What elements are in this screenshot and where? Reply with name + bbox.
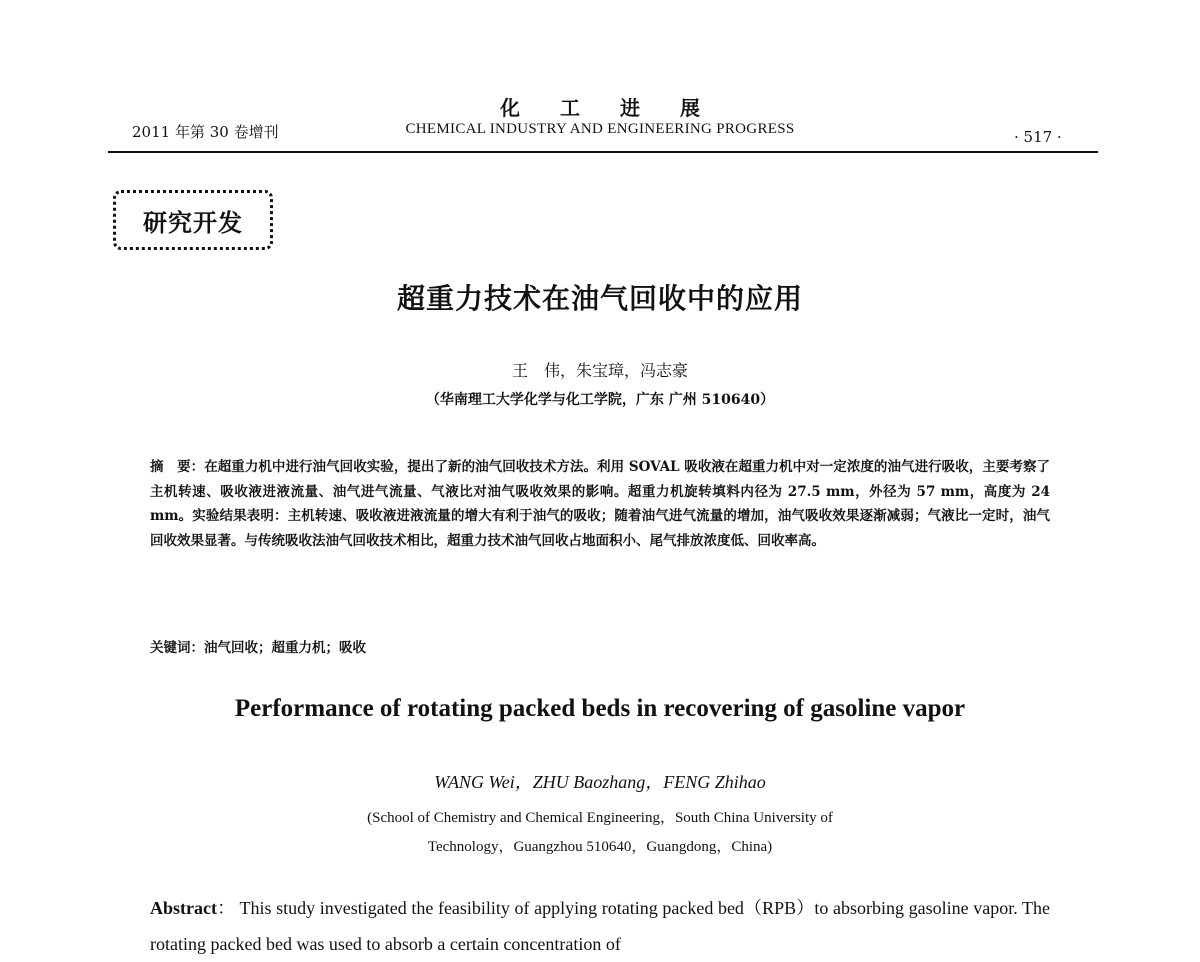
journal-name-cn: 化工进展 bbox=[500, 96, 740, 120]
page-number: · 517 · bbox=[1014, 128, 1062, 146]
abstract-cn bbox=[150, 455, 1050, 553]
journal-name-en: CHEMICAL INDUSTRY AND ENGINEERING PROGRESS bbox=[405, 121, 795, 137]
authors-cn: 王 伟，朱宝璋，冯志豪 bbox=[511, 361, 688, 380]
abstract-en-label: Abstract bbox=[150, 898, 217, 918]
title-cn: 超重力技术在油气回收中的应用 bbox=[396, 282, 803, 315]
affiliation-cn: （华南理工大学化学与化工学院，广东 广州 510640） bbox=[425, 392, 775, 408]
authors-en: WANG Wei，ZHU Baozhang，FENG Zhihao bbox=[434, 772, 766, 792]
abstract-cn-label: 摘 要： bbox=[150, 459, 205, 475]
header-rule bbox=[108, 151, 1098, 153]
abstract-en bbox=[150, 890, 1050, 962]
title-en: Performance of rotating packed beds in recovering of gasoline vapor bbox=[234, 695, 966, 722]
abstract-en-text: This study investigated the feasibility of applying rotating packed bed（RPB）to absorbing gasoline vapor. The rotating packed bed was used to absorb a certain concentration of bbox=[150, 898, 1050, 954]
section-label: 研究开发 bbox=[113, 190, 273, 250]
affiliation-en bbox=[0, 804, 1200, 862]
affiliation-en-line2: Technology，Guangzhou 510640，Guangdong，China) bbox=[427, 839, 773, 855]
keywords-cn bbox=[150, 636, 366, 656]
keywords-cn-label: 关键词： bbox=[150, 640, 204, 656]
issue-info: 2011 年第 30 卷增刊 bbox=[132, 123, 279, 141]
affiliation-en-line1: (School of Chemistry and Chemical Engineering，South China University of bbox=[367, 810, 833, 826]
abstract-cn-text: 在超重力机中进行油气回收实验，提出了新的油气回收技术方法。利用 SOVAL 吸收液在超重力机中对一定浓度的油气进行吸收，主要考察了主机转速、吸收液进液流量、油气进气流量、气液比对油气吸收效果的影响。超重力机旋转填料内径为 27.5 mm，外径为 57 mm，高度为 24 mm。实验结果表明：主机转速、吸收液进液流量的增大有利于油气的吸收；随着油气进气流量的增加，油气吸收效果逐渐减弱；气液比一定时，油气回收效果显著。与传统吸收法油气回收技术相比，超重力技术油气回收占地面积小、尾气排放浓度低、回收率高。 bbox=[150, 459, 1050, 549]
keywords-cn-text: 油气回收；超重力机；吸收 bbox=[204, 640, 366, 656]
abstract-en-separator: ： bbox=[216, 898, 236, 918]
